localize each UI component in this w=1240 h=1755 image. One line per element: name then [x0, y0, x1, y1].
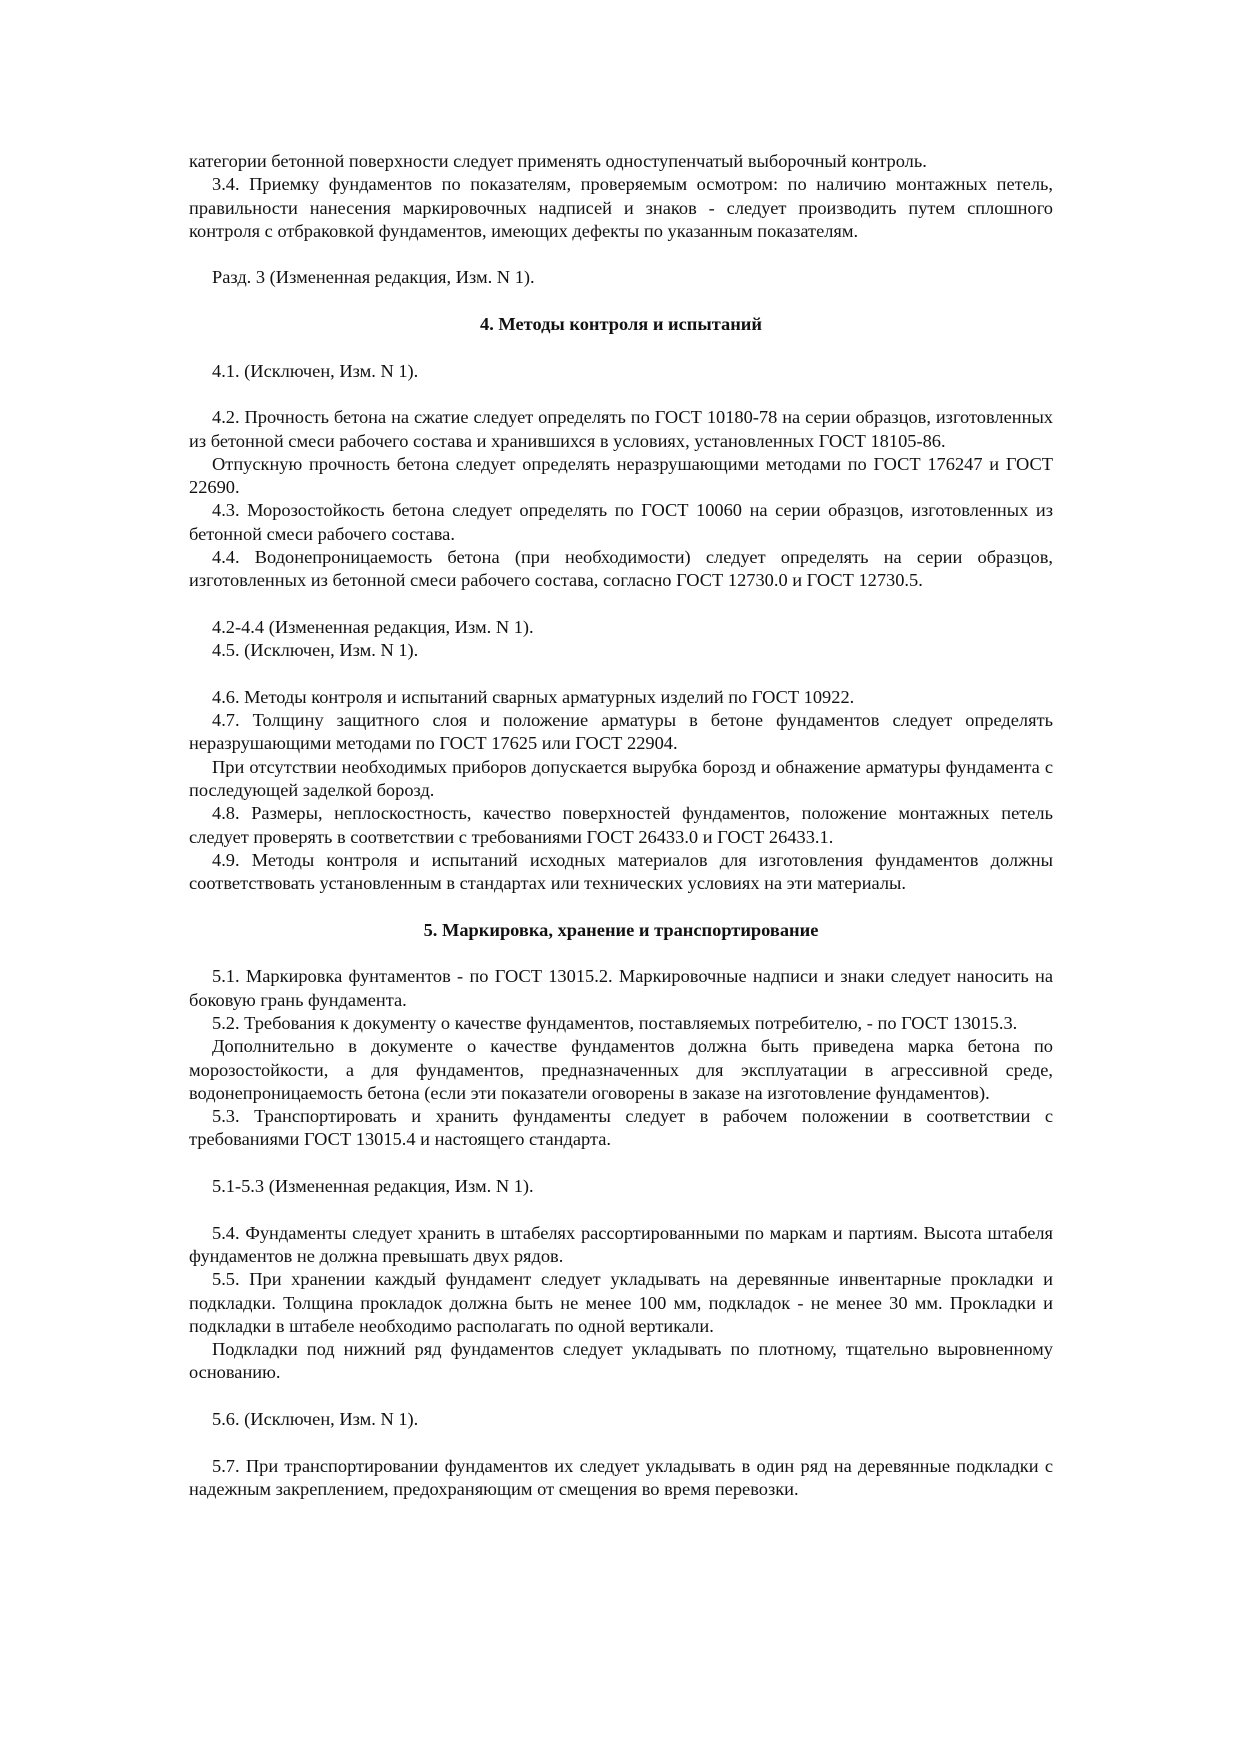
paragraph-5-6: 5.6. (Исключен, Изм. N 1).: [212, 1409, 419, 1430]
paragraph-4-4: 4.4. Водонепроницаемость бетона (при необходимости) следует определять на серии образцов, изготовленных из бетонной смеси рабочего состава, согласно ГОСТ 12730.0 и ГОСТ 12730.5.: [189, 547, 1053, 591]
paragraph-4-7: 4.7. Толщину защитного слоя и положение арматуры в бетоне фундаментов следует определять неразрушающими методами по ГОСТ 17625 или ГОСТ 22904.: [189, 710, 1053, 754]
paragraph-5-7: 5.7. При транспортировании фундаментов их следует укладывать в один ряд на деревянные подкладки с надежным закреплением, предохраняющим от смещения во время перевозки.: [189, 1455, 1053, 1499]
paragraph-4-3: 4.3. Морозостойкость бетона следует определять по ГОСТ 10060 на серии образцов, изготовленных из бетонной смеси рабочего состава.: [189, 500, 1053, 544]
spacer: [189, 1152, 1053, 1175]
spacer: [189, 1385, 1053, 1408]
paragraph-4-6: 4.6. Методы контроля и испытаний сварных арматурных изделий по ГОСТ 10922.: [212, 686, 855, 707]
spacer: [189, 1431, 1053, 1454]
spacer: [189, 593, 1053, 616]
note-section-3-amended: Разд. 3 (Измененная редакция, Изм. N 1).: [212, 267, 535, 288]
paragraph-4-5: 4.5. (Исключен, Изм. N 1).: [212, 640, 419, 661]
paragraph-5-2: 5.2. Требования к документу о качестве фундаментов, поставляемых потребителю, - по ГОСТ 13015.3.: [212, 1012, 1018, 1033]
section-5-heading: 5. Маркировка, хранение и транспортирование: [423, 919, 819, 940]
spacer: [189, 896, 1053, 919]
paragraph-4-2: 4.2. Прочность бетона на сжатие следует определять по ГОСТ 10180-78 на серии образцов, изготовленных из бетонной смеси рабочего состава и хранившихся в условиях, установленных ГОСТ 18105-86.: [189, 407, 1053, 451]
spacer: [189, 290, 1053, 313]
paragraph-4-8: 4.8. Размеры, неплоскостность, качество поверхностей фундаментов, положение монтажных петель следует проверять в соответствии с требованиями ГОСТ 26433.0 и ГОСТ 26433.1.: [189, 803, 1053, 847]
paragraph-5-1: 5.1. Маркировка фунтаментов - по ГОСТ 13015.2. Маркировочные надписи и знаки следует наносить на боковую грань фундамента.: [189, 966, 1053, 1010]
paragraph-4-7-alternative: При отсутствии необходимых приборов допускается вырубка борозд и обнажение арматуры фундамента с последующей заделкой борозд.: [189, 756, 1053, 801]
section-4-heading: 4. Методы контроля и испытаний: [480, 314, 762, 335]
spacer: [189, 243, 1053, 266]
paragraph-5-5: 5.5. При хранении каждый фундамент следует укладывать на деревянные инвентарные прокладки и подкладки. Толщина прокладок должна быть не менее 100 мм, подкладок - не менее 30 мм. Прокладки и подкладки в штабеле необходимо располагать по одной вертикали.: [189, 1269, 1053, 1336]
spacer: [189, 383, 1053, 406]
note-5-1-5-3-amended: 5.1-5.3 (Измененная редакция, Изм. N 1).: [212, 1176, 534, 1197]
document-page: [189, 150, 1053, 1501]
paragraph-4-1: 4.1. (Исключен, Изм. N 1).: [212, 360, 419, 381]
spacer: [189, 1198, 1053, 1221]
spacer: [189, 336, 1053, 359]
paragraph-5-2-additional: Дополнительно в документе о качестве фундаментов должна быть приведена марка бетона по морозостойкости, а для фундаментов, предназначенных для эксплуатации в агрессивной среде, водонепроницаемость бетона (если эти показатели оговорены в заказе на изготовление фундаментов).: [189, 1036, 1053, 1103]
paragraph-continuation: категории бетонной поверхности следует применять одноступенчатый выборочный контроль.: [189, 151, 927, 171]
spacer: [189, 663, 1053, 686]
paragraph-5-3: 5.3. Транспортировать и хранить фундаменты следует в рабочем положении в соответствии с требованиями ГОСТ 13015.4 и настоящего стандарта.: [189, 1106, 1053, 1150]
paragraph-5-5-base: Подкладки под нижний ряд фундаментов следует укладывать по плотному, тщательно выровненному основанию.: [189, 1339, 1053, 1383]
paragraph-4-2-release-strength: Отпускную прочность бетона следует определять неразрушающими методами по ГОСТ 176247 и ГОСТ 22690.: [189, 453, 1053, 498]
spacer: [189, 942, 1053, 965]
paragraph-4-9: 4.9. Методы контроля и испытаний исходных материалов для изготовления фундаментов должны соответствовать установленным в стандартах или технических условиях на эти материалы.: [189, 849, 1053, 894]
note-4-2-4-4-amended: 4.2-4.4 (Измененная редакция, Изм. N 1).: [212, 616, 534, 637]
paragraph-5-4: 5.4. Фундаменты следует хранить в штабелях рассортированными по маркам и партиям. Высота штабеля фундаментов не должна превышать двух рядов.: [189, 1222, 1053, 1266]
paragraph-3-4: 3.4. Приемку фундаментов по показателям, проверяемым осмотром: по наличию монтажных петель, правильности нанесения маркировочных надписей и знаков - следует производить путем сплошного контроля с отбраковкой фундаментов, имеющих дефекты по указанным показателям.: [189, 174, 1053, 241]
